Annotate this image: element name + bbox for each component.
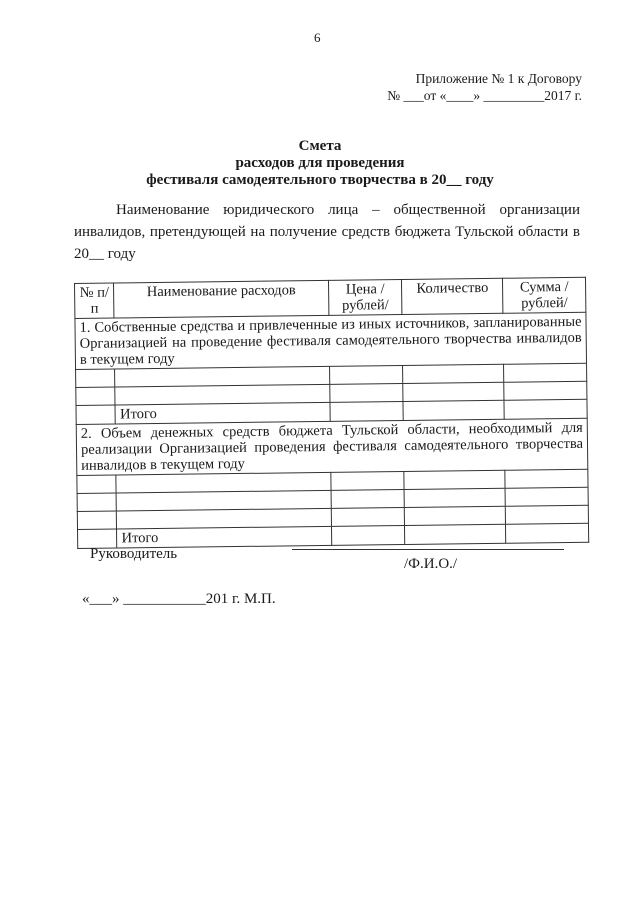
- total-2-label: Итого: [117, 526, 332, 548]
- header-qty: Количество: [402, 278, 504, 314]
- total-1-label: Итого: [115, 402, 330, 424]
- table-cell: [405, 524, 506, 544]
- table-cell: [404, 470, 505, 489]
- title-line-1: Смета: [298, 138, 342, 154]
- page-number: 6: [314, 30, 321, 45]
- document-title: [0, 138, 640, 189]
- table-cell: [506, 505, 589, 524]
- table-cell: [77, 511, 117, 529]
- header-name: Наименование расходов: [114, 280, 329, 318]
- table-cell: [77, 493, 117, 511]
- table-cell: [329, 365, 403, 384]
- section-1-text: 1. Собственные средства и привлеченные из иных источников, запланированные Организацией на проведение фестиваля самодеятельного творчества инвалидов в текущем году: [75, 312, 587, 369]
- title-line-2: расходов для проведения: [235, 155, 405, 171]
- section-2-row: [76, 418, 588, 475]
- table-cell: [504, 363, 587, 382]
- appendix-note: [387, 70, 582, 104]
- table-cell: [403, 364, 504, 383]
- table-cell: [330, 401, 404, 421]
- table-cell: [404, 488, 505, 507]
- table-cell: [403, 400, 504, 420]
- section-2-text: 2. Объем денежных средств бюджета Тульской области, необходимый для реализации Организацией проведения фестиваля самодеятельного творчества инвалидов в текущем году: [76, 418, 588, 475]
- intro-paragraph: Наименование юридического лица – общественной организации инвалидов, претендующей на получение средств бюджета Тульской области в 20__ году: [74, 202, 580, 262]
- table-cell: [504, 399, 587, 419]
- table-cell: [505, 487, 588, 506]
- table-cell: [331, 471, 405, 490]
- table-cell: [504, 381, 587, 400]
- table-cell: [403, 382, 504, 401]
- appendix-line-1: Приложение № 1 к Договору: [415, 71, 582, 86]
- estimate-table: [74, 277, 589, 549]
- header-price: Цена /рублей/: [328, 279, 402, 315]
- table-cell: [331, 525, 405, 545]
- table-cell: [331, 489, 405, 508]
- table-cell: [505, 469, 588, 488]
- table-cell: [330, 383, 404, 402]
- section-1-row: [75, 312, 587, 369]
- table-cell: [405, 506, 506, 525]
- header-sum: Сумма /рублей/: [503, 277, 586, 313]
- table-cell: [76, 405, 116, 424]
- table-cell: [506, 523, 589, 543]
- title-line-3: фестиваля самодеятельного творчества в 20__ году: [146, 172, 494, 188]
- date-stamp-line: «___» ___________201 г. М.П.: [82, 591, 276, 607]
- director-label: Руководитель: [90, 546, 178, 562]
- table-cell: [76, 369, 116, 387]
- fio-label: /Ф.И.О./: [404, 556, 458, 572]
- table-cell: [76, 387, 116, 405]
- header-num: № п/п: [75, 283, 115, 318]
- table-cell: [77, 475, 117, 493]
- table-cell: [331, 507, 405, 526]
- appendix-line-2: № ___от «____» _________2017 г.: [387, 88, 582, 103]
- signature-line: [292, 549, 564, 550]
